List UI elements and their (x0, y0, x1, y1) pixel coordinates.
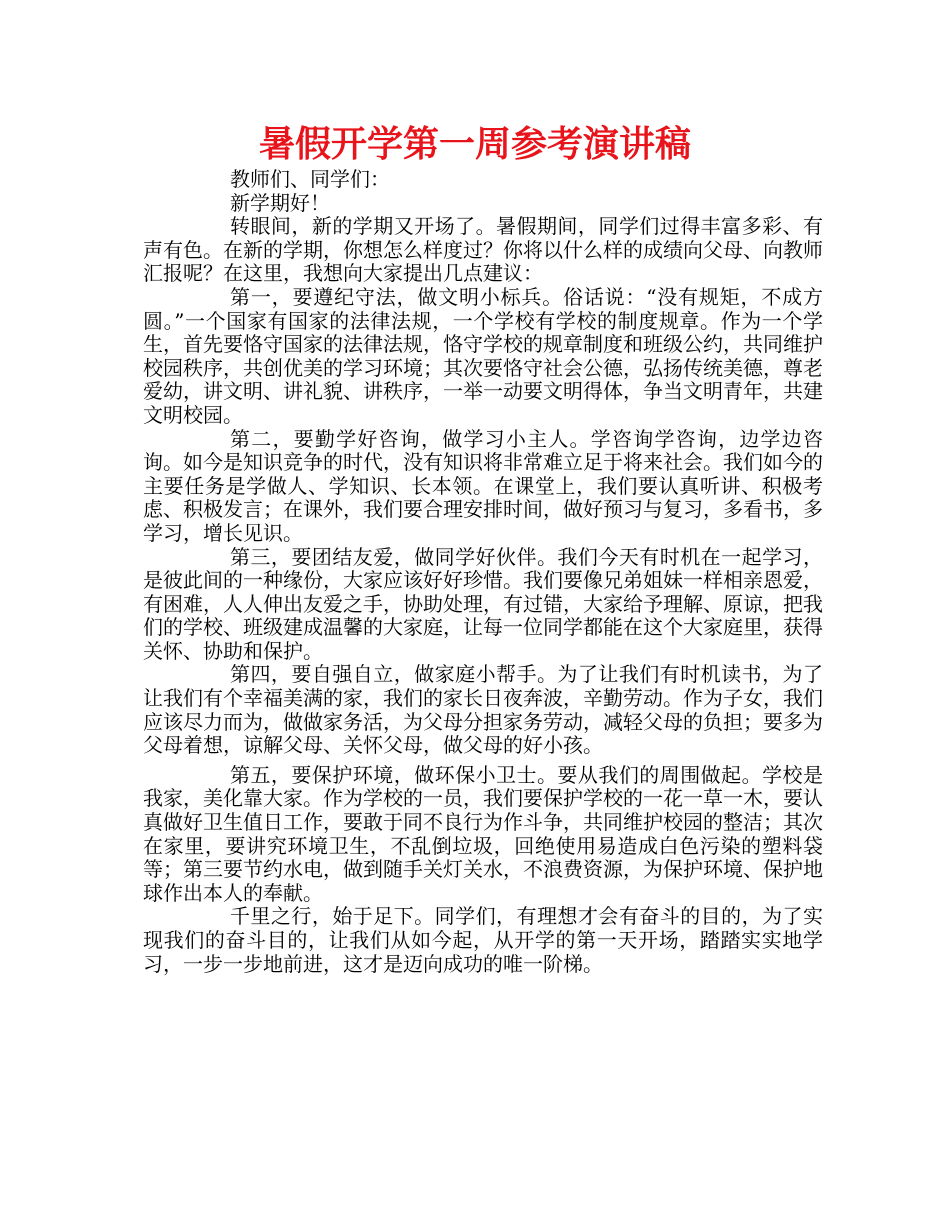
point-three-paragraph: 第三，要团结友爱，做同学好伙伴。我们今天有时机在一起学习，是彼此间的一种缘份，大家应该好好珍惜。我们要像兄弟姐妹一样相亲恩爱，有困难，人人伸出友爱之手，协助处理，有过错，大家给予理解、原谅，把我们的学校、班级建成温馨的大家庭，让每一位同学都能在这个大家庭里，获得关怀、协助和保护。 (143, 544, 823, 663)
greeting-paragraph: 教师们、同学们： (230, 167, 390, 191)
point-five-paragraph: 第五，要保护环境，做环保小卫士。要从我们的周围做起。学校是我家，美化靠大家。作为学校的一员，我们要保护学校的一花一草一木，要认真做好卫生值日工作，要敢于同不良行为作斗争，共同维护校园的整洁；其次在家里，要讲究环境卫生，不乱倒垃圾，回绝使用易造成白色污染的塑料袋等；第三要节约水电，做到随手关灯关水，不浪费资源，为保护环境、保护地球作出本人的奉献。 (143, 762, 823, 905)
opening-paragraph: 新学期好！ (230, 190, 330, 215)
point-two-paragraph: 第二，要勤学好咨询，做学习小主人。学咨询学咨询，边学边咨询。如今是知识竞争的时代，没有知识将非常难立足于将来社会。我们如今的主要任务是学做人、学知识、长本领。在课堂上，我们要认真听讲、积极考虑、积极发言；在课外，我们要合理安排时间，做好预习与复习，多看书，多学习，增长见识。 (143, 426, 823, 545)
intro-paragraph: 转眼间，新的学期又开场了。暑假期间，同学们过得丰富多彩、有声有色。在新的学期，你想怎么样度过？你将以什么样的成绩向父母、向教师汇报呢？在这里，我想向大家提出几点建议： (143, 214, 823, 286)
document-body (143, 168, 823, 976)
document-title: 暑假开学第一周参考演讲稿 (258, 124, 691, 165)
closing-paragraph: 千里之行，始于足下。同学们，有理想才会有奋斗的目的，为了实现我们的奋斗目的，让我们从如今起，从开学的第一天开场，踏踏实实地学习，一步一步地前进，这才是迈向成功的唯一阶梯。 (143, 904, 823, 976)
point-four-paragraph: 第四，要自强自立，做家庭小帮手。为了让我们有时机读书，为了让我们有个幸福美满的家，我们的家长日夜奔波，辛勤劳动。作为子女，我们应该尽力而为，做做家务活，为父母分担家务劳动，减轻父母的负担；要多为父母着想，谅解父母、关怀父母，做父母的好小孩。 (143, 662, 823, 758)
point-one-paragraph: 第一，要遵纪守法，做文明小标兵。俗话说：“没有规矩，不成方圆。”一个国家有国家的法律法规，一个学校有学校的制度规章。作为一个学生，首先要恪守国家的法律法规，恪守学校的规章制度和班级公约，共同维护校园秩序，共创优美的学习环境；其次要恪守社会公德，弘扬传统美德，尊老爱幼，讲文明、讲礼貌、讲秩序，一举一动要文明得体，争当文明青年，共建文明校园。 (143, 284, 823, 427)
